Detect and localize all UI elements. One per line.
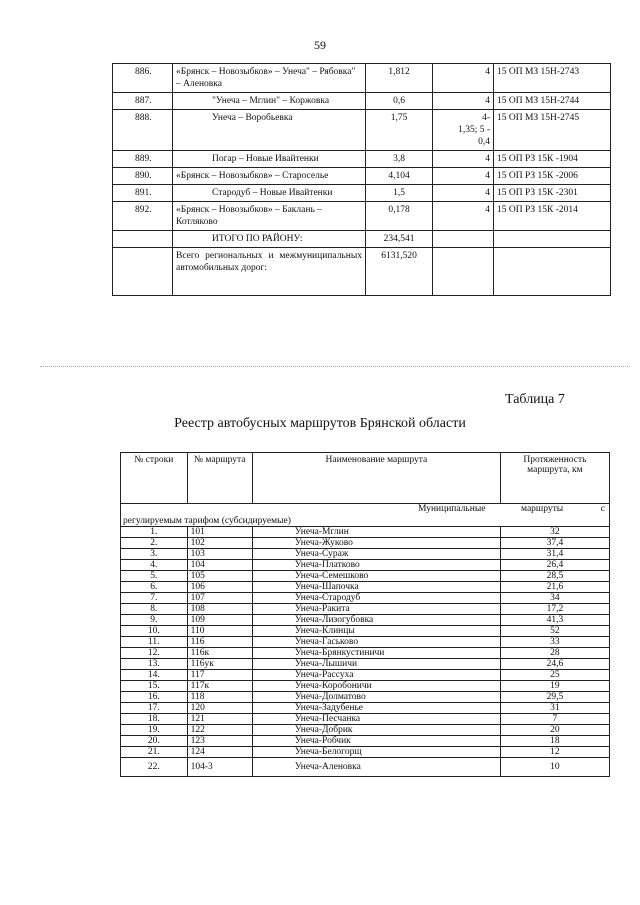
route-length: 26,4 [500, 560, 609, 571]
route-length: 10 [500, 758, 609, 777]
section-part3: с [600, 504, 605, 514]
road-name: «Брянск – Новозыбков» – Баклань – Котляково [173, 202, 366, 231]
road-length: 0,178 [366, 202, 433, 231]
route-row-number: 8. [121, 604, 188, 615]
route-row-number: 16. [121, 692, 188, 703]
route-row [121, 681, 610, 692]
route-name: Унеча-Песчанка [252, 714, 500, 725]
route-row [121, 582, 610, 593]
route-row-number: 14. [121, 670, 188, 681]
page-number: 59 [314, 38, 326, 52]
roads-grand-num [113, 248, 173, 296]
road-row [113, 168, 611, 185]
route-number: 116 [187, 637, 252, 648]
road-category: 4- 1,35; 5 - 0,4 [433, 110, 494, 151]
route-row-number: 2. [121, 538, 188, 549]
section-part1: Муниципальные [418, 504, 486, 514]
road-category: 4 [433, 151, 494, 168]
route-row-number: 18. [121, 714, 188, 725]
route-length: 28 [500, 648, 609, 659]
route-number: 121 [187, 714, 252, 725]
route-row-number: 22. [121, 758, 188, 777]
road-row [113, 151, 611, 168]
routes-header-row [121, 453, 610, 504]
road-category: 4 [433, 168, 494, 185]
route-name: Унеча-Лышичи [252, 659, 500, 670]
route-length: 18 [500, 736, 609, 747]
roads-grand-row [113, 248, 611, 296]
route-row-number: 11. [121, 637, 188, 648]
road-length: 0,6 [366, 93, 433, 110]
route-row [121, 615, 610, 626]
route-length: 19 [500, 681, 609, 692]
roads-grand-cat [433, 248, 494, 296]
route-name: Унеча-Брянкустиничи [252, 648, 500, 659]
road-number: 886. [113, 64, 173, 93]
route-number: 106 [187, 582, 252, 593]
route-row-number: 21. [121, 747, 188, 758]
route-name: Унеча-Белогорщ [252, 747, 500, 758]
route-row-number: 13. [121, 659, 188, 670]
route-length: 20 [500, 725, 609, 736]
route-number: 105 [187, 571, 252, 582]
route-row [121, 527, 610, 538]
route-length: 28,5 [500, 571, 609, 582]
route-name: Унеча-Лизогубовка [252, 615, 500, 626]
road-number: 891. [113, 185, 173, 202]
route-number: 101 [187, 527, 252, 538]
route-number: 103 [187, 549, 252, 560]
road-code: 15 ОП РЗ 15К -2006 [494, 168, 611, 185]
road-category: 4 [433, 64, 494, 93]
route-row-number: 15. [121, 681, 188, 692]
roads-total-row [113, 231, 611, 248]
roads-total-value: 234,541 [366, 231, 433, 248]
route-row [121, 758, 610, 777]
road-category: 4 [433, 185, 494, 202]
route-row [121, 560, 610, 571]
road-number: 889. [113, 151, 173, 168]
route-length: 33 [500, 637, 609, 648]
routes-section-row [121, 504, 610, 527]
road-name: «Брянск – Новозыбков» – Староселье [173, 168, 366, 185]
route-row [121, 714, 610, 725]
route-number: 124 [187, 747, 252, 758]
road-row [113, 202, 611, 231]
route-number: 120 [187, 703, 252, 714]
route-row [121, 604, 610, 615]
road-row [113, 64, 611, 93]
road-number: 887. [113, 93, 173, 110]
roads-grand-value: 6131,520 [366, 248, 433, 296]
route-number: 102 [187, 538, 252, 549]
roads-total-cat [433, 231, 494, 248]
route-length: 31 [500, 703, 609, 714]
road-name: «Брянск – Новозыбков» – Унеча" – Рябовка" – Аленовка [173, 64, 366, 93]
route-name: Унеча-Долматово [252, 692, 500, 703]
route-row [121, 725, 610, 736]
road-name: Стародуб – Новые Ивайтенки [173, 185, 366, 202]
road-code: 15 ОП РЗ 15К -1904 [494, 151, 611, 168]
roads-grand-code [494, 248, 611, 296]
route-row [121, 538, 610, 549]
route-length: 32 [500, 527, 609, 538]
header-route-name: Наименование маршрута [252, 453, 500, 504]
route-row-number: 6. [121, 582, 188, 593]
route-row-number: 20. [121, 736, 188, 747]
route-number: 108 [187, 604, 252, 615]
roads-total-label: ИТОГО ПО РАЙОНУ: [173, 231, 366, 248]
route-length: 7 [500, 714, 609, 725]
road-name: "Унеча – Мглин" – Коржовка [173, 93, 366, 110]
route-name: Унеча-Шапочка [252, 582, 500, 593]
route-row [121, 593, 610, 604]
route-row [121, 747, 610, 758]
route-number: 117 [187, 670, 252, 681]
route-row-number: 4. [121, 560, 188, 571]
route-length: 25 [500, 670, 609, 681]
route-row [121, 626, 610, 637]
route-name: Унеча-Ракита [252, 604, 500, 615]
road-row [113, 185, 611, 202]
route-row [121, 648, 610, 659]
scan-divider [40, 366, 630, 367]
road-length: 3,8 [366, 151, 433, 168]
route-length: 29,5 [500, 692, 609, 703]
route-name: Унеча-Стародуб [252, 593, 500, 604]
route-row-number: 7. [121, 593, 188, 604]
route-row-number: 9. [121, 615, 188, 626]
roads-table [112, 63, 611, 296]
route-name: Унеча-Сураж [252, 549, 500, 560]
route-length: 24,6 [500, 659, 609, 670]
route-number: 116ук [187, 659, 252, 670]
route-name: Унеча-Мглин [252, 527, 500, 538]
route-name: Унеча-Добрик [252, 725, 500, 736]
route-number: 110 [187, 626, 252, 637]
route-row [121, 659, 610, 670]
route-length: 17,2 [500, 604, 609, 615]
route-length: 34 [500, 593, 609, 604]
road-number: 892. [113, 202, 173, 231]
roads-grand-label: Всего региональных и межмуниципальных автомобильных дорог: [173, 248, 366, 296]
road-length: 4,104 [366, 168, 433, 185]
route-row-number: 1. [121, 527, 188, 538]
road-row [113, 93, 611, 110]
route-number: 104 [187, 560, 252, 571]
road-length: 1,812 [366, 64, 433, 93]
roads-table-body [113, 64, 611, 231]
road-category: 4 [433, 93, 494, 110]
header-row-number: № строки [121, 453, 188, 504]
section-part2: маршруты [521, 504, 564, 514]
road-name: Погар – Новые Ивайтенки [173, 151, 366, 168]
route-row [121, 571, 610, 582]
route-row-number: 3. [121, 549, 188, 560]
route-name: Унеча-Робчик [252, 736, 500, 747]
routes-table-body [121, 527, 610, 777]
road-code: 15 ОП МЗ 15Н-2743 [494, 64, 611, 93]
route-row [121, 549, 610, 560]
route-name: Унеча-Аленовка [252, 758, 500, 777]
route-name: Унеча-Рассуха [252, 670, 500, 681]
route-row-number: 10. [121, 626, 188, 637]
route-number: 117к [187, 681, 252, 692]
route-name: Унеча-Платково [252, 560, 500, 571]
route-name: Унеча-Коробоничи [252, 681, 500, 692]
route-row [121, 670, 610, 681]
route-number: 118 [187, 692, 252, 703]
route-number: 107 [187, 593, 252, 604]
routes-table [120, 452, 610, 777]
route-number: 109 [187, 615, 252, 626]
route-length: 12 [500, 747, 609, 758]
route-number: 122 [187, 725, 252, 736]
road-number: 888. [113, 110, 173, 151]
header-route-number: № маршрута [187, 453, 252, 504]
route-row [121, 736, 610, 747]
road-length: 1,75 [366, 110, 433, 151]
route-number: 104-3 [187, 758, 252, 777]
section-part4: регулируемым тарифом (субсидируемые) [123, 516, 291, 526]
route-length: 21,6 [500, 582, 609, 593]
route-length: 52 [500, 626, 609, 637]
road-code: 15 ОП РЗ 15К -2014 [494, 202, 611, 231]
road-category: 4 [433, 202, 494, 231]
route-row [121, 637, 610, 648]
route-row-number: 19. [121, 725, 188, 736]
table-title: Реестр автобусных маршрутов Брянской области [174, 416, 466, 431]
section-heading [121, 504, 610, 527]
route-row-number: 17. [121, 703, 188, 714]
route-name: Унеча-Жуково [252, 538, 500, 549]
route-name: Унеча-Клинцы [252, 626, 500, 637]
route-name: Унеча-Задубенье [252, 703, 500, 714]
route-number: 123 [187, 736, 252, 747]
route-length: 41,3 [500, 615, 609, 626]
road-code: 15 ОП РЗ 15К -2301 [494, 185, 611, 202]
roads-total-code [494, 231, 611, 248]
route-row [121, 703, 610, 714]
road-name: Унеча – Воробьевка [173, 110, 366, 151]
table-label: Таблица 7 [505, 392, 565, 407]
route-length: 31,4 [500, 549, 609, 560]
route-row [121, 692, 610, 703]
road-code: 15 ОП МЗ 15Н-2745 [494, 110, 611, 151]
road-code: 15 ОП МЗ 15Н-2744 [494, 93, 611, 110]
roads-total-num [113, 231, 173, 248]
route-row-number: 12. [121, 648, 188, 659]
road-length: 1,5 [366, 185, 433, 202]
route-name: Унеча-Семешково [252, 571, 500, 582]
road-row [113, 110, 611, 151]
route-name: Унеча-Гаськово [252, 637, 500, 648]
route-length: 37,4 [500, 538, 609, 549]
route-number: 116к [187, 648, 252, 659]
header-route-length: Протяженность маршрута, км [500, 453, 609, 504]
route-row-number: 5. [121, 571, 188, 582]
road-number: 890. [113, 168, 173, 185]
